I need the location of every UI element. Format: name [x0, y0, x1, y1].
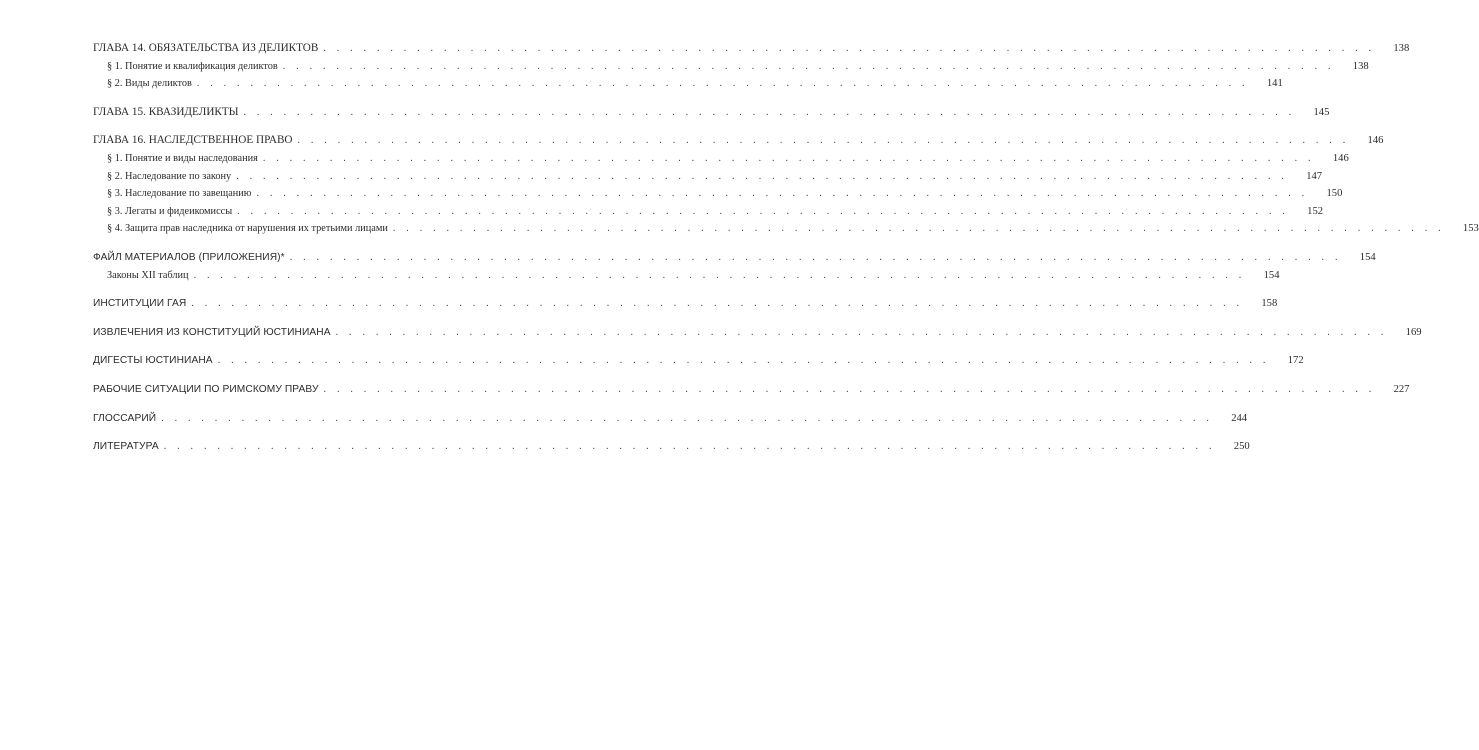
dot-leader: . . . . . . . . . . . . . . . . . . . . . . . . . . . . . . . . . . . . . . . . . . . . . . . . . . . . . . . . . . . . . . . . . . . . . . . . . . . . . . .: [191, 298, 1244, 310]
toc-section-title: ГЛАВА 16. НАСЛЕДСТВЕННОЕ ПРАВО: [93, 134, 293, 147]
dot-leader: . . . . . . . . . . . . . . . . . . . . . . . . . . . . . . . . . . . . . . . . . . . . . . . . . . . . . . . . . . . . . . . . . . . . . . . . . . . . . . .: [392, 223, 1445, 235]
toc-group: [93, 40, 1410, 93]
toc-section-entry[interactable]: [93, 104, 1330, 122]
dot-leader: . . . . . . . . . . . . . . . . . . . . . . . . . . . . . . . . . . . . . . . . . . . . . . . . . . . . . . . . . . . . . . . . . . . . . . . . . . . . . . .: [196, 78, 1249, 90]
toc-page-number: 227: [1393, 383, 1410, 395]
toc-page-number: 141: [1266, 78, 1283, 90]
toc-subsection-title: Законы XII таблиц: [107, 269, 189, 281]
toc-group: [93, 132, 1479, 238]
dot-leader: . . . . . . . . . . . . . . . . . . . . . . . . . . . . . . . . . . . . . . . . . . . . . . . . . . . . . . . . . . . . . . . . . . . . . . . . . . . . . . .: [217, 355, 1270, 367]
toc-section-title: ГЛАВА 15. КВАЗИДЕЛИКТЫ: [93, 105, 239, 118]
dot-leader: . . . . . . . . . . . . . . . . . . . . . . . . . . . . . . . . . . . . . . . . . . . . . . . . . . . . . . . . . . . . . . . . . . . . . . . . . . . . . . .: [236, 170, 1289, 182]
dot-leader: . . . . . . . . . . . . . . . . . . . . . . . . . . . . . . . . . . . . . . . . . . . . . . . . . . . . . . . . . . . . . . . . . . . . . . . . . . . . . . .: [282, 60, 1335, 72]
dot-leader: . . . . . . . . . . . . . . . . . . . . . . . . . . . . . . . . . . . . . . . . . . . . . . . . . . . . . . . . . . . . . . . . . . . . . . . . . . . . . . .: [243, 106, 1296, 118]
toc-page-number: 147: [1306, 170, 1323, 182]
toc-page-number: 138: [1352, 60, 1369, 72]
dot-leader: . . . . . . . . . . . . . . . . . . . . . . . . . . . . . . . . . . . . . . . . . . . . . . . . . . . . . . . . . . . . . . . . . . . . . . . . . . . . . . .: [256, 188, 1309, 200]
dot-leader: . . . . . . . . . . . . . . . . . . . . . . . . . . . . . . . . . . . . . . . . . . . . . . . . . . . . . . . . . . . . . . . . . . . . . . . . . . . . . . .: [323, 383, 1376, 395]
toc-subsection-entry[interactable]: [93, 185, 1343, 203]
toc-subsection-title: § 4. Защита прав наследника от нарушения их третьими лицами: [107, 223, 388, 235]
toc-subsection-entry[interactable]: [93, 58, 1369, 76]
toc-section-title: ИНСТИТУЦИИ ГАЯ: [93, 298, 187, 310]
toc-page-number: 244: [1231, 412, 1248, 424]
toc-subsection-title: § 3. Наследование по завещанию: [107, 188, 252, 200]
dot-leader: . . . . . . . . . . . . . . . . . . . . . . . . . . . . . . . . . . . . . . . . . . . . . . . . . . . . . . . . . . . . . . . . . . . . . . . . . . . . . . .: [193, 269, 1246, 281]
dot-leader: . . . . . . . . . . . . . . . . . . . . . . . . . . . . . . . . . . . . . . . . . . . . . . . . . . . . . . . . . . . . . . . . . . . . . . . . . . . . . . .: [297, 135, 1350, 147]
toc-page-number: 146: [1332, 152, 1349, 164]
toc-section-title: ДИГЕСТЫ ЮСТИНИАНА: [93, 355, 213, 367]
toc-section-entry[interactable]: [93, 295, 1278, 313]
dot-leader: . . . . . . . . . . . . . . . . . . . . . . . . . . . . . . . . . . . . . . . . . . . . . . . . . . . . . . . . . . . . . . . . . . . . . . . . . . . . . . .: [323, 43, 1376, 54]
toc-group: [93, 324, 1422, 342]
toc-page-number: 138: [1393, 43, 1410, 54]
toc-page-number: 150: [1326, 188, 1343, 200]
toc-section-title: ГЛАВА 14. ОБЯЗАТЕЛЬСТВА ИЗ ДЕЛИКТОВ: [93, 42, 319, 54]
toc-page-number: 152: [1307, 205, 1324, 217]
toc-section-entry[interactable]: [93, 352, 1304, 370]
toc-section-entry[interactable]: [93, 132, 1384, 150]
toc-subsection-entry[interactable]: [93, 203, 1324, 221]
toc-subsection-entry[interactable]: [93, 75, 1283, 93]
dot-leader: . . . . . . . . . . . . . . . . . . . . . . . . . . . . . . . . . . . . . . . . . . . . . . . . . . . . . . . . . . . . . . . . . . . . . . . . . . . . . . .: [335, 326, 1388, 338]
toc-subsection-entry[interactable]: [93, 267, 1280, 285]
toc-page-number: 172: [1287, 355, 1304, 367]
dot-leader: . . . . . . . . . . . . . . . . . . . . . . . . . . . . . . . . . . . . . . . . . . . . . . . . . . . . . . . . . . . . . . . . . . . . . . . . . . . . . . .: [237, 205, 1290, 217]
toc-subsection-title: § 2. Виды деликтов: [107, 78, 192, 90]
toc-section-entry[interactable]: [93, 381, 1410, 399]
toc-group: [93, 352, 1304, 370]
toc-section-title: ЛИТЕРАТУРА: [93, 441, 159, 453]
toc-subsection-entry[interactable]: [93, 168, 1323, 186]
toc-group: [93, 381, 1410, 399]
toc-section-entry[interactable]: [93, 40, 1410, 58]
toc-page-number: 169: [1405, 326, 1422, 338]
toc-page-number: 250: [1233, 441, 1250, 453]
toc-subsection-entry[interactable]: [93, 150, 1349, 168]
toc-page-number: 158: [1261, 298, 1278, 310]
toc-subsection-title: § 3. Легаты и фидеикомиссы: [107, 205, 233, 217]
toc-group: [93, 410, 1248, 428]
toc-subsection-title: § 1. Понятие и квалификация деликтов: [107, 60, 278, 72]
toc-group: [93, 104, 1330, 122]
toc-subsection-entry[interactable]: [93, 220, 1479, 238]
toc-section-title: ФАЙЛ МАТЕРИАЛОВ (ПРИЛОЖЕНИЯ)*: [93, 251, 285, 263]
toc-section-entry[interactable]: [93, 438, 1250, 456]
toc-page-number: 145: [1313, 106, 1330, 118]
toc-section-entry[interactable]: [93, 249, 1376, 267]
dot-leader: . . . . . . . . . . . . . . . . . . . . . . . . . . . . . . . . . . . . . . . . . . . . . . . . . . . . . . . . . . . . . . . . . . . . . . . . . . . . . . .: [289, 251, 1342, 263]
dot-leader: . . . . . . . . . . . . . . . . . . . . . . . . . . . . . . . . . . . . . . . . . . . . . . . . . . . . . . . . . . . . . . . . . . . . . . . . . . . . . . .: [163, 441, 1216, 453]
dot-leader: . . . . . . . . . . . . . . . . . . . . . . . . . . . . . . . . . . . . . . . . . . . . . . . . . . . . . . . . . . . . . . . . . . . . . . . . . . . . . . .: [161, 412, 1214, 424]
toc-subsection-title: § 1. Понятие и виды наследования: [107, 152, 258, 164]
toc-page-number: 146: [1367, 135, 1384, 147]
table-of-contents: [93, 40, 1479, 467]
toc-section-entry[interactable]: [93, 410, 1248, 428]
toc-group: [93, 295, 1278, 313]
toc-section-title: РАБОЧИЕ СИТУАЦИИ ПО РИМСКОМУ ПРАВУ: [93, 383, 319, 395]
toc-group: [93, 249, 1376, 284]
toc-section-entry[interactable]: [93, 324, 1422, 342]
toc-page-number: 154: [1263, 269, 1280, 281]
toc-section-title: ГЛОССАРИЙ: [93, 412, 157, 424]
toc-subsection-title: § 2. Наследование по закону: [107, 170, 232, 182]
toc-group: [93, 438, 1250, 456]
dot-leader: . . . . . . . . . . . . . . . . . . . . . . . . . . . . . . . . . . . . . . . . . . . . . . . . . . . . . . . . . . . . . . . . . . . . . . . . . . . . . . .: [262, 152, 1315, 164]
toc-page-number: 153: [1462, 223, 1479, 235]
toc-page-number: 154: [1359, 251, 1376, 263]
toc-section-title: ИЗВЛЕЧЕНИЯ ИЗ КОНСТИТУЦИЙ ЮСТИНИАНА: [93, 326, 331, 338]
